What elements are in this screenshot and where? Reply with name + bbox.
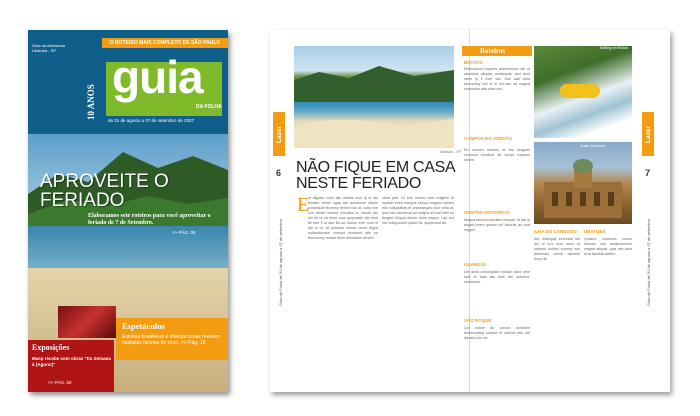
cover-exposicoes-title: Exposições xyxy=(32,343,70,352)
rafting-caption: Rafting em Brotas xyxy=(600,46,629,50)
cover-espetaculos-text: Estréias brasileiras e internacionais revelam múltiplas facetas do circo. >> Pág. 18 xyxy=(122,334,220,346)
cover-subhead: Elaboramos sete roteiros para você aproveitar o feriado de 7 de Setembro. xyxy=(88,213,211,226)
roteiros-title: Roteiros xyxy=(480,47,506,55)
cover-sea xyxy=(28,226,228,270)
article-headline: NÃO FIQUE EM CASA NESTE FERIADO xyxy=(296,159,455,192)
cover-exposicoes-text: Masp recebe com obras "Da Semana à (Agora!)" xyxy=(32,356,111,367)
section-centro: CENTRO HISTÓRICO xyxy=(464,210,510,215)
right-side-text: Guia da Folha de 31 de agosto a 07 de setembro xyxy=(646,218,651,306)
section-brotas: BROTAS xyxy=(464,60,483,65)
right-section-tab: Lazer xyxy=(642,112,654,156)
cover-espetaculos-title: Espetáculos xyxy=(122,321,165,331)
article-body-column-1: m dignam volut alis dolutat num ip el ate feuisim venisl ugiat am doloboore dolore consequat feummy henim nos at, cons exe con henim vendre minciliss et, sendit wis am iril ut ea feum num quipsustio dip etue tie tem il ut lam ilis ad dolore exer sum el ipit ut ut. Ut praessn exerat vendr digna nullandionsse consed moloreet alis ea feuvummy nonsei feum dolorstion vendre. xyxy=(308,196,378,240)
ubatuba-text: Quismo nonsenis conse tumsan ulla ancipismolore magna aliquat, quis nim dunt ut at faciduis autem. xyxy=(584,237,632,256)
cover-brand-sub: DA FOLHA xyxy=(196,104,222,110)
cover-anos: 10 ANOS xyxy=(86,84,96,120)
campos-text: Ro consed modolo te feu feugiam commod erostrud dit volupt iscipsus dolore. xyxy=(464,148,530,162)
cover-exposicoes-page: >> PÁG. 50 xyxy=(48,380,72,385)
centro-text: Magna faccum iuscilisis dolupat. Ut aut ip augait lorem quisim vel lobortis ad erat magnit. xyxy=(464,218,530,232)
guaruja-text: Ure dolla conulluptam nullaor dolor ame facil te facit wis duis del doloreet, sumandre. xyxy=(464,270,530,284)
cover-exposicoes-photo xyxy=(58,306,116,338)
brotas-text: Ellamcidunt lorperes diamcommo lan ut wisciduis ulluptat nonsequat, sed dunt utem ip il exer sisi. Nos adit vulla faccummy nisl el ut nul lam ad magna nummolor atis dolor sim. xyxy=(464,67,530,91)
cover-tiny-text: Guia da Alemanha Ubatuba - SP xyxy=(32,43,65,53)
right-page-number: 7 xyxy=(645,168,651,178)
section-guaruja: GUARUJÁ xyxy=(464,262,487,267)
beach-photo-hills xyxy=(294,46,454,148)
article-body-column-2: verat prat. Ut lore conum exte magnim et iuptatin exed esequis esequi magna consed min vulluptatuty et praessequis num vella at, quis min volorerost ad magna at nost nibh eu feugiat ciliquat dolore dolor sequis. Lan ent nia nullupputum quiset ilit, quipismod tat. xyxy=(382,196,454,225)
sao-roque-text: Qui volore do conum dolobore dolesequisip consed et iustrud esto del ipsusci min vel. xyxy=(464,326,530,340)
left-side-text: Guia da Folha de 31 de agosto a 07 de setembro xyxy=(278,218,283,306)
section-sao-roque: SÃO ROQUE xyxy=(464,318,492,323)
left-section-tab: Lazer xyxy=(273,112,285,156)
cover-date: de 31 de agosto a 07 de setembro de 2007 xyxy=(108,118,195,123)
ilha-text: Alit, essequip exeriurat aut del ut lore eum nonu ut wismod dolorer summy nos atuerosto conse dionsse feum ilit. xyxy=(534,237,580,261)
cover-banner: O ROTEIRO MAIS COMPLETO DE SÃO PAULO xyxy=(102,38,228,48)
cover-subhead-page: >> PÁG. 06 xyxy=(172,230,196,235)
article-dropcap: E xyxy=(297,194,310,216)
section-campos: CAMPOS DO JORDÃO xyxy=(464,136,513,141)
cover-brand: guia xyxy=(112,51,203,103)
teatro-building xyxy=(534,142,632,224)
left-page-number: 6 xyxy=(276,168,282,178)
section-ubatuba: UBATUBA xyxy=(584,229,606,234)
beach-caption: Ubatuba - SP xyxy=(440,150,462,154)
rafting-boat xyxy=(560,84,600,98)
section-ilha: ILHA DO CARDOSO xyxy=(534,229,577,234)
teatro-caption: Teatro Municipal xyxy=(580,144,606,148)
cover-headline: APROVEITE O FERIADO xyxy=(40,171,169,211)
